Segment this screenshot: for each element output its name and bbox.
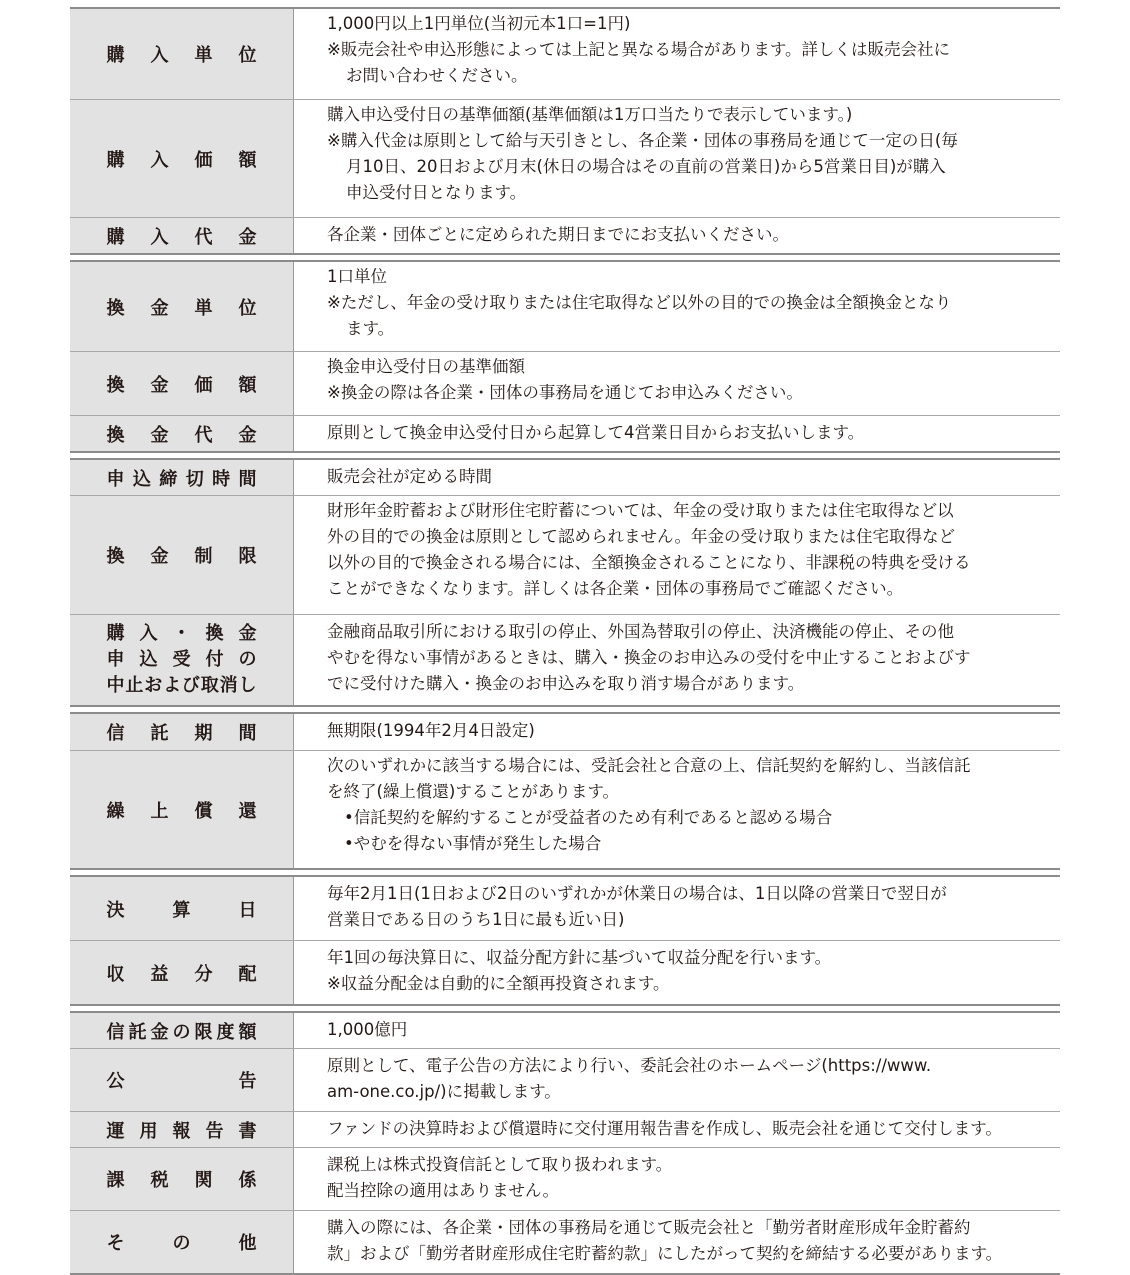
- table-row-other: [70, 1210, 1060, 1273]
- table-row-suspension: [70, 614, 1060, 705]
- content-line: 1,000億円: [327, 1020, 408, 1039]
- content-line: 換金申込受付日の基準価額: [327, 357, 525, 376]
- table-row-trust-limit: [70, 1013, 1060, 1048]
- row-label-text: 購 入 価 額: [106, 149, 257, 171]
- row-label-text: 繰 上 償 還: [106, 800, 257, 822]
- content-line: ※購入代金は原則として給与天引きとし、各企業・団体の事務局を通じて一定の日(毎: [327, 131, 958, 150]
- content-line: 配当控除の適用はありません。: [327, 1181, 559, 1200]
- content-line: 次のいずれかに該当する場合には、受託会社と合意の上、信託契約を解約し、当該信託: [327, 756, 971, 775]
- table-row-public-notice: [70, 1048, 1060, 1111]
- content-line: 年1回の毎決算日に、収益分配方針に基づいて収益分配を行います。: [327, 948, 832, 967]
- row-content: [294, 100, 1060, 217]
- content-line: ことができなくなります。詳しくは各企業・団体の事務局でご確認ください。: [327, 579, 904, 598]
- content-line: ファンドの決算時および償還時に交付運用報告書を作成し、販売会社を通じて交付します。: [327, 1119, 1002, 1138]
- row-label: [70, 416, 294, 451]
- content-line: 課税上は株式投資信託として取り扱われます。: [327, 1155, 673, 1174]
- row-label-line: 申込受付の: [106, 649, 257, 670]
- table-row-trust-period: [70, 714, 1060, 750]
- table-group: [70, 712, 1060, 870]
- row-label: [70, 714, 294, 750]
- row-content: [294, 751, 1060, 868]
- row-content: [294, 496, 1060, 614]
- row-label-text: 換 金 単 位: [106, 297, 257, 319]
- content-line: ※換金の際は各企業・団体の事務局を通じてお申込みください。: [327, 383, 803, 402]
- table-row-purchase-unit: [70, 9, 1060, 99]
- content-line: 購入申込受付日の基準価額(基準価額は1万口当たりで表示しています。): [327, 105, 853, 124]
- content-line: を終了(繰上償還)することがあります。: [327, 782, 620, 801]
- row-label: [70, 352, 294, 415]
- row-label: [70, 1148, 294, 1210]
- row-content: [294, 416, 1060, 451]
- row-label: [70, 262, 294, 351]
- row-label: [70, 218, 294, 253]
- row-label-text: 課 税 関 係: [106, 1170, 257, 1191]
- row-label-text: 信託金の限度額: [106, 1021, 257, 1043]
- row-content: [294, 1112, 1060, 1147]
- table-group: [70, 875, 1060, 1006]
- row-label: [70, 1211, 294, 1273]
- table-row-purchase-payment: [70, 217, 1060, 253]
- table-row-redemption-price: [70, 351, 1060, 415]
- table-row-operation-report: [70, 1111, 1060, 1147]
- content-line: 外の目的での換金は原則として認められません。年金の受け取りまたは住宅取得など: [327, 527, 955, 546]
- row-label-text: 購 入 単 位: [106, 45, 257, 66]
- row-label-text: 収 益 分 配: [106, 963, 257, 985]
- table-group: [70, 260, 1060, 453]
- row-label-line: 中止および取消し: [106, 675, 257, 696]
- table-row-application-deadline: [70, 460, 1060, 495]
- content-line: でに受付けた購入・換金のお申込みを取り消す場合があります。: [327, 674, 805, 693]
- row-label-text: 申込締切時間: [106, 468, 257, 490]
- row-label-text: 換 金 価 額: [106, 374, 257, 396]
- content-line: 販売会社が定める時間: [327, 467, 492, 486]
- row-content: [294, 941, 1060, 1004]
- content-line: •やむを得ない事情が発生した場合: [344, 834, 602, 853]
- row-label-text: 公 告: [106, 1071, 257, 1092]
- content-line: 購入の際には、各企業・団体の事務局を通じて販売会社と「勤労者財産形成年金貯蓄約: [327, 1218, 971, 1237]
- content-line: 款」および「勤労者財産形成住宅貯蓄約款」にしたがって契約を締結する必要があります。: [327, 1244, 1003, 1263]
- table-group: [70, 458, 1060, 707]
- table-row-income-distribution: [70, 940, 1060, 1004]
- row-label: [70, 460, 294, 495]
- content-line: 各企業・団体ごとに定められた期日までにお支払いください。: [327, 225, 789, 244]
- table-group: [70, 7, 1060, 255]
- row-content: [294, 877, 1060, 940]
- table-row-purchase-price: [70, 99, 1060, 217]
- row-label: [70, 1049, 294, 1111]
- row-label-text: 換 金 制 限: [106, 546, 257, 567]
- row-content: [294, 9, 1060, 99]
- content-line: ます。: [346, 319, 395, 338]
- content-line: 1,000円以上1円単位(当初元本1口=1円): [327, 14, 631, 33]
- content-line: 無期限(1994年2月4日設定): [327, 721, 535, 740]
- row-content: [294, 460, 1060, 495]
- row-label: [70, 941, 294, 1004]
- content-line: 月10日、20日および月末(休日の場合はその直前の営業日)から5営業日目)が購入: [346, 157, 946, 176]
- content-line: am-one.co.jp/)に掲載します。: [327, 1082, 561, 1101]
- row-label: [70, 877, 294, 940]
- content-line: ※販売会社や申込形態によっては上記と異なる場合があります。詳しくは販売会社に: [327, 40, 951, 59]
- table-row-redemption-restriction: [70, 495, 1060, 614]
- row-label-text: 換 金 代 金: [106, 424, 257, 446]
- content-line: 財形年金貯蓄および財形住宅貯蓄については、年金の受け取りまたは住宅取得など以: [327, 501, 954, 520]
- row-label-text: 決 算 日: [106, 899, 257, 921]
- row-content: [294, 1013, 1060, 1048]
- content-line: 1口単位: [327, 267, 387, 286]
- row-label: [70, 9, 294, 99]
- table-row-early-redemption: [70, 750, 1060, 868]
- row-label: [70, 100, 294, 217]
- row-content: [294, 352, 1060, 415]
- content-line: •信託契約を解約することが受益者のため有利であると認める場合: [344, 808, 833, 827]
- table-row-closing-date: [70, 877, 1060, 940]
- content-line: 原則として換金申込受付日から起算して4営業日目からお支払いします。: [327, 423, 865, 442]
- row-label: [70, 1013, 294, 1048]
- row-content: [294, 262, 1060, 351]
- content-line: 営業日である日のうち1日に最も近い日): [327, 910, 625, 929]
- row-label: [70, 496, 294, 614]
- table-row-redemption-payment: [70, 415, 1060, 451]
- content-line: 申込受付日となります。: [346, 183, 527, 202]
- row-content: [294, 1148, 1060, 1210]
- row-label: [70, 615, 294, 705]
- content-line: 以外の目的で換金される場合には、全額換金されることになり、非課税の特典を受ける: [327, 553, 971, 572]
- row-label-text: そ の 他: [106, 1233, 257, 1254]
- content-line: 金融商品取引所における取引の停止、外国為替取引の停止、決済機能の停止、その他: [327, 622, 954, 641]
- content-line: 原則として、電子公告の方法により行い、委託会社のホームページ(https://www.: [327, 1056, 932, 1075]
- row-label-text: 運用報告書: [106, 1120, 257, 1142]
- row-label-line: 購入・換金: [106, 623, 257, 644]
- row-label-text: 購 入 代 金: [106, 226, 257, 248]
- row-content: [294, 714, 1060, 750]
- row-content: [294, 1211, 1060, 1273]
- fund-terms-table: [70, 7, 1060, 1275]
- table-row-redemption-unit: [70, 262, 1060, 351]
- row-content: [294, 1049, 1060, 1111]
- row-content: [294, 615, 1060, 705]
- row-content: [294, 218, 1060, 253]
- row-label-text: 信 託 期 間: [106, 723, 257, 744]
- content-line: ※収益分配金は自動的に全額再投資されます。: [327, 974, 670, 993]
- row-label: [70, 1112, 294, 1147]
- content-line: お問い合わせください。: [346, 66, 528, 85]
- content-line: やむを得ない事情があるときは、購入・換金のお申込みの受付を中止することおよびす: [327, 648, 971, 667]
- content-line: ※ただし、年金の受け取りまたは住宅取得など以外の目的での換金は全額換金となり: [327, 293, 952, 312]
- row-label: [70, 751, 294, 868]
- table-group: [70, 1011, 1060, 1275]
- table-row-taxation: [70, 1147, 1060, 1210]
- content-line: 毎年2月1日(1日および2日のいずれかが休業日の場合は、1日以降の営業日で翌日が: [327, 884, 947, 903]
